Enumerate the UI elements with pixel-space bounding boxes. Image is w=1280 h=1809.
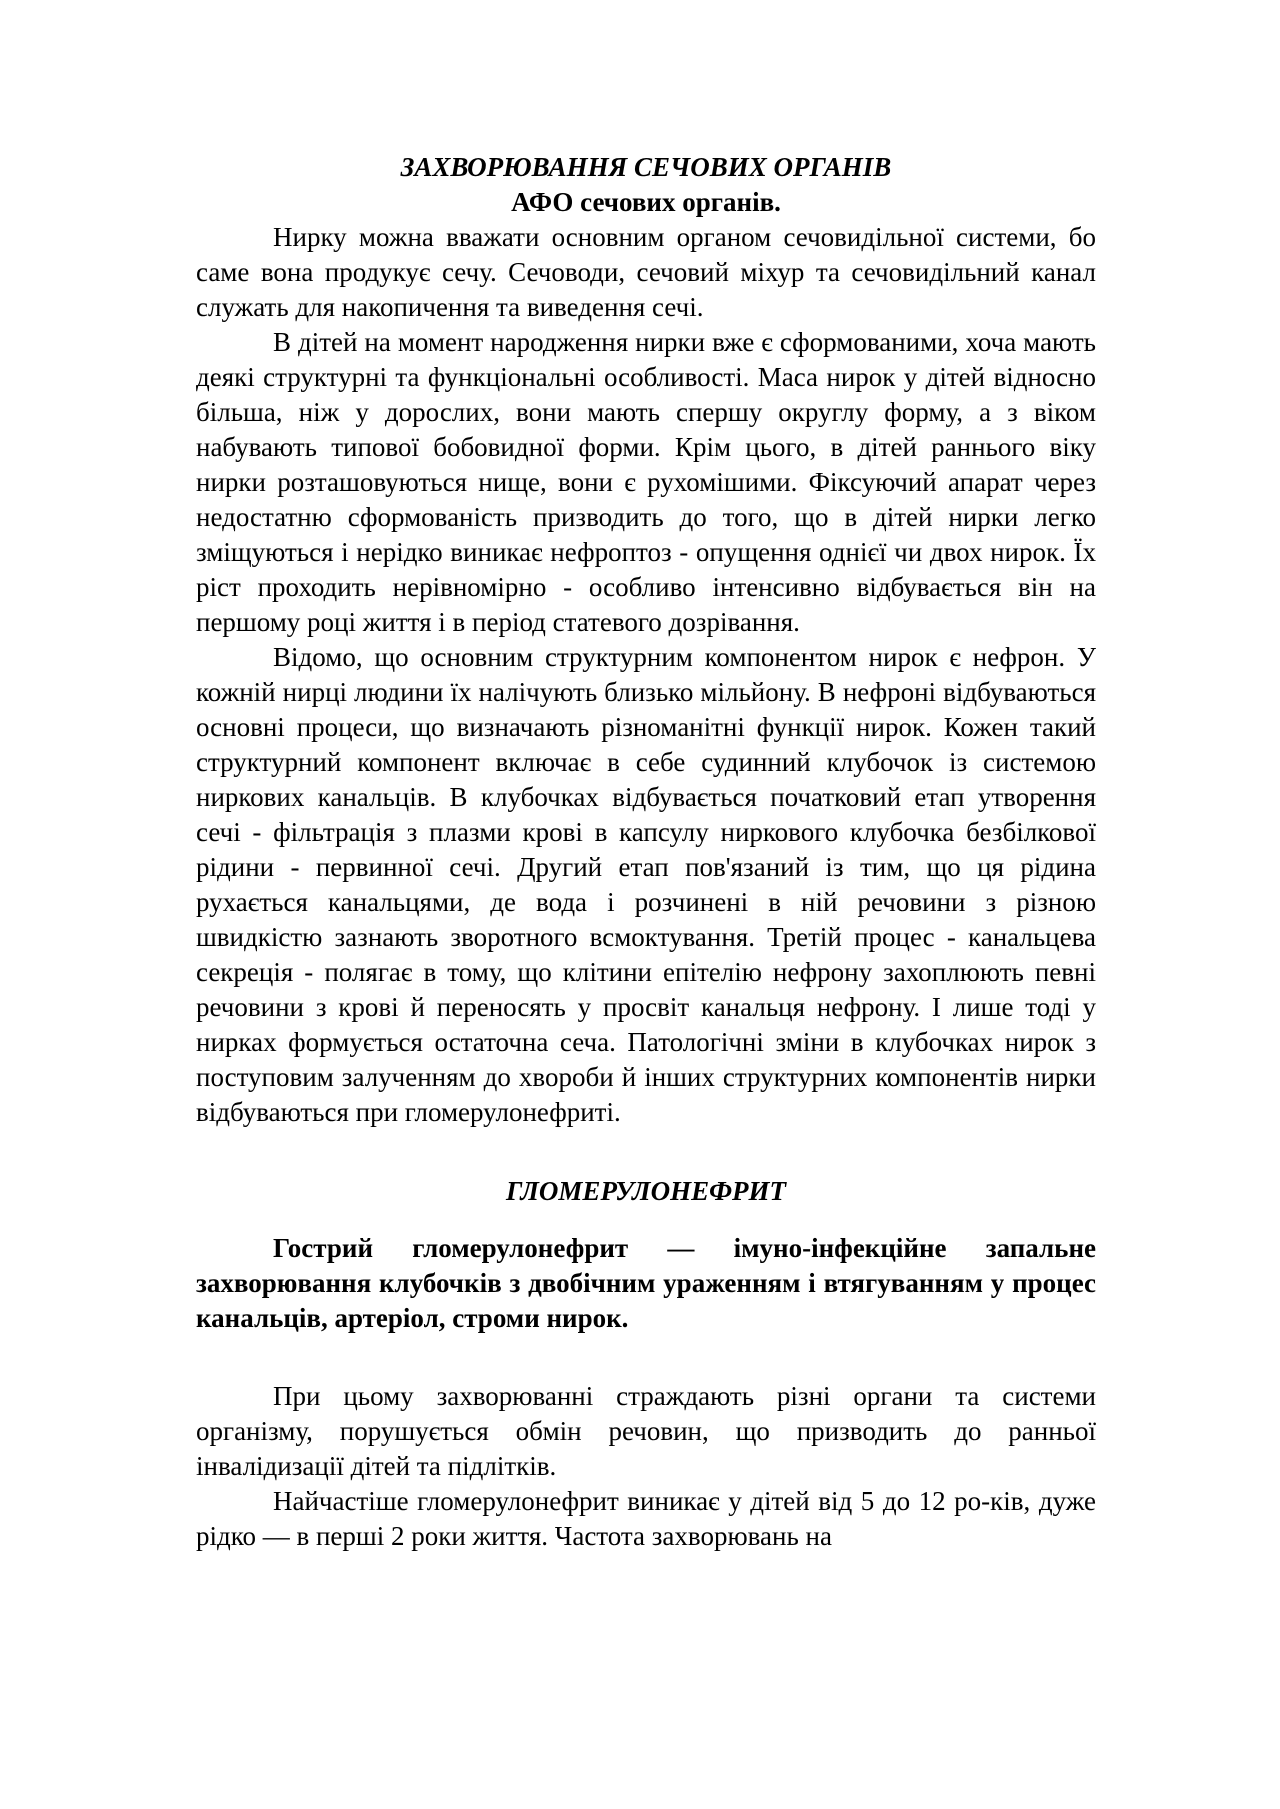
paragraph: Нирку можна вважати основним органом сечовидільної системи, бо саме вона продукує сечу. Сечоводи, сечовий міхур та сечовидільний канал служать для накопичення та виведення сечі. [196, 222, 1096, 322]
paragraph: В дітей на момент народження нирки вже є сформованими, хоча мають деякі структурні та функціональні особливості. Маса нирок у дітей відносно більша, ніж у дорослих, вони мають спершу округлу форму, а з віком набувають типової бобовидної форми. Крім цього, в дітей раннього віку нирки розташовуються нище, вони є рухомішими. Фіксуючий апарат через недостатню сформованість призводить до того, що в дітей нирки легко зміщуються і нерідко виникає нефроптоз - опущення однієї чи двох нирок. Їх ріст проходить нерівномірно - особливо інтенсивно відбувається він на першому році життя і в період статевого дозрівання. [196, 327, 1096, 637]
document-page [196, 150, 1096, 1554]
paragraph: Відомо, що основним структурним компонентом нирок є нефрон. У кожній нирці людини їх налічують близько мільйону. В нефроні відбуваються основні процеси, що визначають різноманітні функції нирок. Кожен такий структурний компонент включає в себе судинний клубочок із системою ниркових канальців. В клубочках відбувається початковий етап утворення сечі - фільтрація з плазми крові в капсулу ниркового клубочка безбілкової рідини - первинної сечі. Другий етап пов'язаний із тим, що ця рідина рухається канальцями, де вода і розчинені в ній речовини з різною швидкістю зазнають зворотного всмоктування. Третій процес - канальцева секреція - полягає в тому, що клітини епітелію нефрону захоплюють певні речовини з крові й переносять у просвіт канальця нефрону. І лише тоді у нирках формується остаточна сеча. Патологічні зміни в клубочках нирок з поступовим залученням до хвороби й інших структурних компонентів нирки відбуваються при гломерулонефриті. [196, 642, 1096, 1127]
paragraph: При цьому захворюванні страждають різні органи та системи організму, порушується обмін речовин, що призводить до ранньої інвалідизації дітей та підлітків. [196, 1381, 1096, 1481]
document-title: ЗАХВОРЮВАННЯ СЕЧОВИХ ОРГАНІВ [400, 152, 892, 182]
section-title: ГЛОМЕРУЛОНЕФРИТ [505, 1176, 787, 1206]
paragraph: Найчастіше гломерулонефрит виникає у дітей від 5 до 12 ро-ків, дуже рідко — в перші 2 роки життя. Частота захворювань на [196, 1486, 1096, 1551]
definition-paragraph: Гострий гломерулонефрит — імуно-інфекційне запальне захворювання клубочків з двобічним ураженням і втягуванням у процес канальців, артеріол, строми нирок. [196, 1233, 1096, 1333]
document-subtitle: АФО сечових органів. [511, 187, 781, 217]
